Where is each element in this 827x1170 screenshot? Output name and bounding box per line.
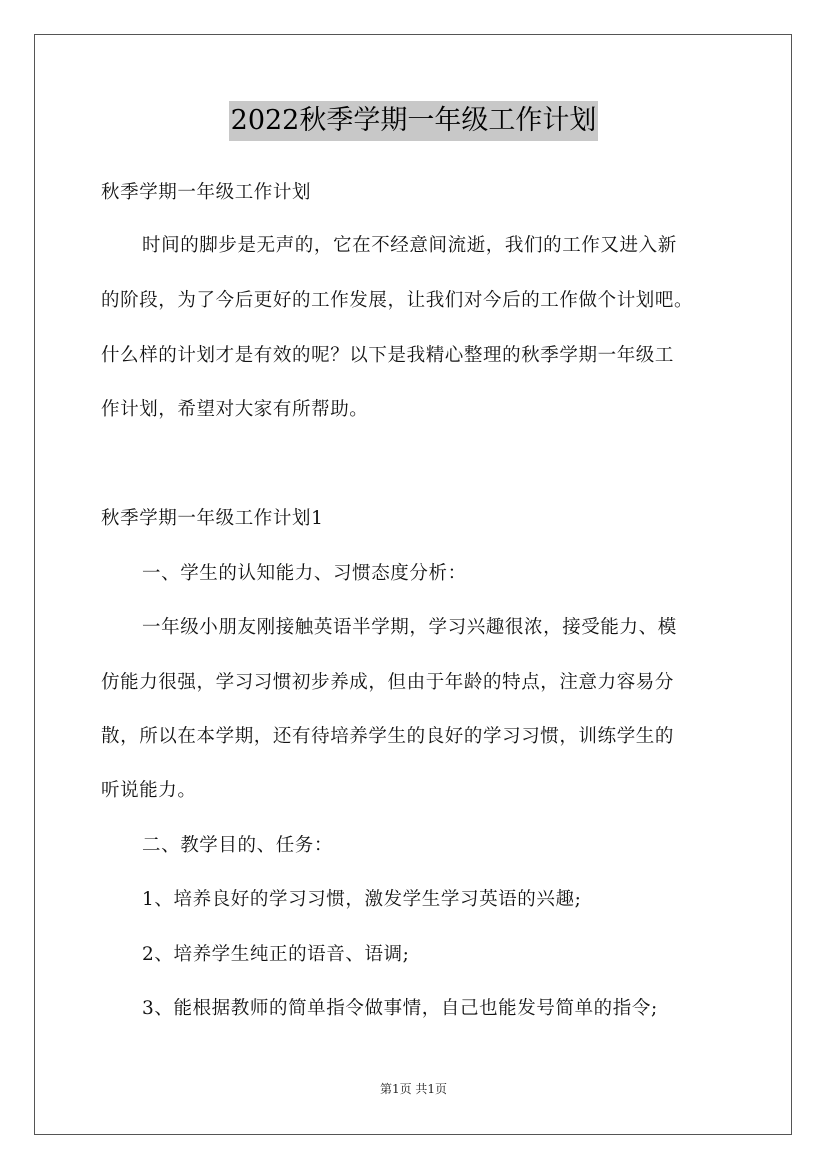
part1-heading: 一、学生的认知能力、习惯态度分析： bbox=[142, 563, 467, 584]
task-item-1: 1、培养良好的学习习惯，激发学生学习英语的兴趣; bbox=[142, 889, 582, 910]
part1-line-2: 仿能力很强，学习习惯初步养成，但由于年龄的特点，注意力容易分 bbox=[101, 672, 675, 693]
intro-line-4: 作计划，希望对大家有所帮助。 bbox=[101, 399, 369, 420]
section-heading: 秋季学期一年级工作计划1 bbox=[101, 508, 324, 529]
task-item-2: 2、培养学生纯正的语音、语调; bbox=[142, 944, 410, 965]
intro-line-3: 什么样的计划才是有效的呢？以下是我精心整理的秋季学期一年级工 bbox=[101, 345, 675, 366]
intro-line-1: 时间的脚步是无声的，它在不经意间流逝，我们的工作又进入新 bbox=[142, 235, 677, 256]
subtitle: 秋季学期一年级工作计划 bbox=[101, 182, 312, 203]
document-title: 2022秋季学期一年级工作计划 bbox=[229, 101, 599, 141]
part1-line-4: 听说能力。 bbox=[101, 780, 197, 801]
part1-line-1: 一年级小朋友刚接触英语半学期，学习兴趣很浓，接受能力、模 bbox=[142, 617, 677, 638]
part1-line-3: 散，所以在本学期，还有待培养学生的良好的学习习惯，训练学生的 bbox=[101, 726, 675, 747]
task-item-3: 3、能根据教师的简单指令做事情，自己也能发号简单的指令; bbox=[142, 998, 658, 1019]
page-footer: 第1页 共1页 bbox=[379, 1082, 448, 1096]
part2-heading: 二、教学目的、任务： bbox=[142, 835, 334, 856]
title-container bbox=[0, 101, 827, 141]
intro-line-2: 的阶段，为了今后更好的工作发展，让我们对今后的工作做个计划吧。 bbox=[101, 290, 694, 311]
